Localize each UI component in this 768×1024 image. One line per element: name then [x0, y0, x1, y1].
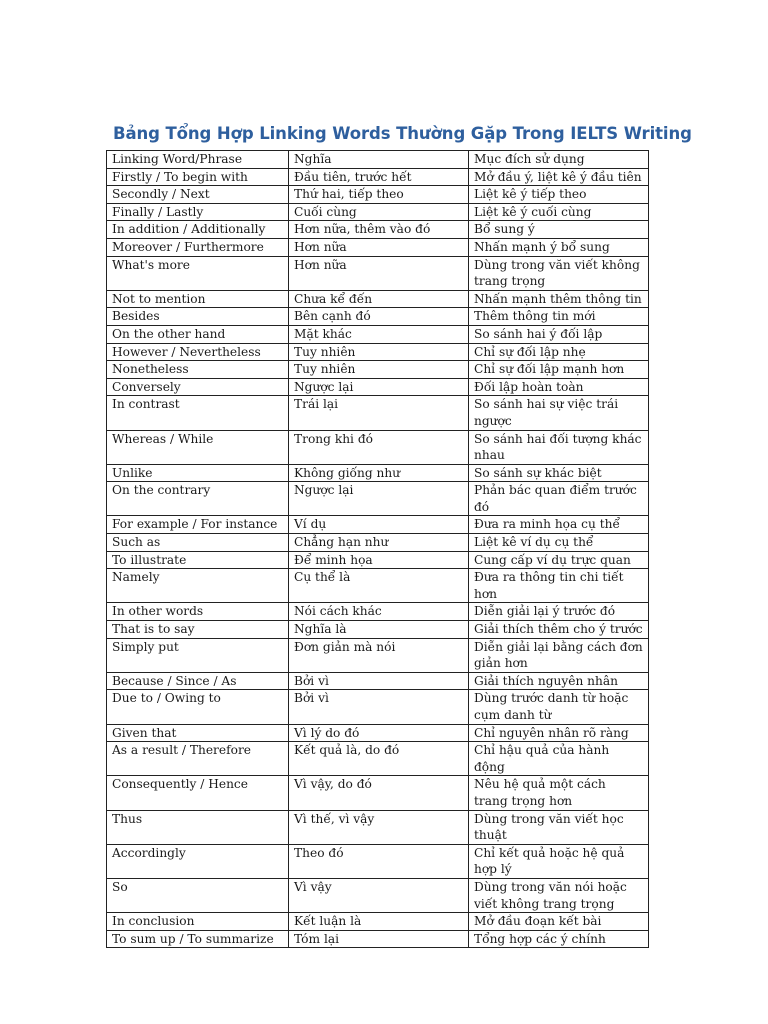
- cell-meaning: Bên cạnh đó: [289, 308, 469, 326]
- cell-purpose: Bổ sung ý: [469, 221, 649, 239]
- cell-purpose: Đưa ra thông tin chi tiết hơn: [469, 569, 649, 603]
- cell-purpose: Chỉ sự đối lập mạnh hơn: [469, 361, 649, 379]
- cell-purpose: So sánh hai đối tượng khác nhau: [469, 430, 649, 464]
- table-row: [107, 430, 649, 464]
- header-purpose: Mục đích sử dụng: [469, 151, 649, 169]
- cell-meaning: Đầu tiên, trước hết: [289, 168, 469, 186]
- cell-purpose: Dùng trong văn nói hoặc viết không trang trọng: [469, 878, 649, 912]
- cell-purpose: Giải thích thêm cho ý trước: [469, 621, 649, 639]
- cell-purpose: Mở đầu ý, liệt kê ý đầu tiên: [469, 168, 649, 186]
- cell-purpose: Diễn giải lại ý trước đó: [469, 603, 649, 621]
- cell-linking-word: Because / Since / As: [107, 672, 289, 690]
- table-row: [107, 378, 649, 396]
- cell-linking-word: Conversely: [107, 378, 289, 396]
- table-row: [107, 464, 649, 482]
- cell-meaning: Theo đó: [289, 844, 469, 878]
- cell-linking-word: In contrast: [107, 396, 289, 430]
- table-row: [107, 308, 649, 326]
- cell-linking-word: To sum up / To summarize: [107, 930, 289, 948]
- cell-purpose: Chỉ kết quả hoặc hệ quả hợp lý: [469, 844, 649, 878]
- cell-purpose: Mở đầu đoạn kết bài: [469, 913, 649, 931]
- cell-meaning: Thứ hai, tiếp theo: [289, 186, 469, 204]
- cell-purpose: Nhấn mạnh ý bổ sung: [469, 238, 649, 256]
- cell-meaning: Ví dụ: [289, 516, 469, 534]
- cell-linking-word: Finally / Lastly: [107, 203, 289, 221]
- cell-linking-word: Secondly / Next: [107, 186, 289, 204]
- table-row: [107, 690, 649, 724]
- cell-linking-word: So: [107, 878, 289, 912]
- table-row: [107, 361, 649, 379]
- cell-linking-word: As a result / Therefore: [107, 742, 289, 776]
- cell-purpose: Liệt kê ví dụ cụ thể: [469, 534, 649, 552]
- cell-meaning: Bởi vì: [289, 690, 469, 724]
- cell-purpose: So sánh hai ý đối lập: [469, 325, 649, 343]
- cell-meaning: Trái lại: [289, 396, 469, 430]
- cell-meaning: Nghĩa là: [289, 621, 469, 639]
- cell-meaning: Ngược lại: [289, 482, 469, 516]
- cell-meaning: Mặt khác: [289, 325, 469, 343]
- cell-linking-word: That is to say: [107, 621, 289, 639]
- cell-meaning: Kết quả là, do đó: [289, 742, 469, 776]
- cell-linking-word: Whereas / While: [107, 430, 289, 464]
- cell-linking-word: However / Nevertheless: [107, 343, 289, 361]
- cell-linking-word: What's more: [107, 256, 289, 290]
- table-row: [107, 238, 649, 256]
- table-row: [107, 776, 649, 810]
- cell-meaning: Đơn giản mà nói: [289, 638, 469, 672]
- cell-purpose: Đưa ra minh họa cụ thể: [469, 516, 649, 534]
- cell-meaning: Tóm lại: [289, 930, 469, 948]
- cell-meaning: Cụ thể là: [289, 569, 469, 603]
- cell-purpose: Nêu hệ quả một cách trang trọng hơn: [469, 776, 649, 810]
- cell-purpose: Liệt kê ý cuối cùng: [469, 203, 649, 221]
- cell-purpose: Liệt kê ý tiếp theo: [469, 186, 649, 204]
- cell-purpose: Đối lập hoàn toàn: [469, 378, 649, 396]
- cell-linking-word: Firstly / To begin with: [107, 168, 289, 186]
- cell-meaning: Ngược lại: [289, 378, 469, 396]
- cell-meaning: Không giống như: [289, 464, 469, 482]
- table-row: [107, 844, 649, 878]
- cell-purpose: Phản bác quan điểm trước đó: [469, 482, 649, 516]
- cell-meaning: Kết luận là: [289, 913, 469, 931]
- table-row: [107, 325, 649, 343]
- table-row: [107, 203, 649, 221]
- cell-purpose: So sánh sự khác biệt: [469, 464, 649, 482]
- cell-meaning: Nói cách khác: [289, 603, 469, 621]
- table-row: [107, 168, 649, 186]
- cell-purpose: Chỉ nguyên nhân rõ ràng: [469, 724, 649, 742]
- cell-linking-word: In other words: [107, 603, 289, 621]
- cell-purpose: Tổng hợp các ý chính: [469, 930, 649, 948]
- cell-linking-word: Given that: [107, 724, 289, 742]
- cell-linking-word: Thus: [107, 810, 289, 844]
- cell-linking-word: To illustrate: [107, 551, 289, 569]
- header-meaning: Nghĩa: [289, 151, 469, 169]
- page-title: Bảng Tổng Hợp Linking Words Thường Gặp Trong IELTS Writing: [113, 124, 692, 143]
- table-row: [107, 569, 649, 603]
- cell-linking-word: Unlike: [107, 464, 289, 482]
- table-row: [107, 551, 649, 569]
- table-row: [107, 638, 649, 672]
- cell-meaning: Hơn nữa: [289, 256, 469, 290]
- cell-meaning: Vì thế, vì vậy: [289, 810, 469, 844]
- cell-linking-word: Consequently / Hence: [107, 776, 289, 810]
- cell-meaning: Để minh họa: [289, 551, 469, 569]
- cell-purpose: Diễn giải lại bằng cách đơn giản hơn: [469, 638, 649, 672]
- cell-meaning: Vì lý do đó: [289, 724, 469, 742]
- table-row: [107, 343, 649, 361]
- cell-linking-word: On the contrary: [107, 482, 289, 516]
- cell-meaning: Chẳng hạn như: [289, 534, 469, 552]
- cell-linking-word: Besides: [107, 308, 289, 326]
- cell-linking-word: Due to / Owing to: [107, 690, 289, 724]
- cell-purpose: Thêm thông tin mới: [469, 308, 649, 326]
- cell-meaning: Tuy nhiên: [289, 361, 469, 379]
- cell-purpose: Chỉ sự đối lập nhẹ: [469, 343, 649, 361]
- cell-linking-word: Nonetheless: [107, 361, 289, 379]
- cell-purpose: Cung cấp ví dụ trực quan: [469, 551, 649, 569]
- table-row: [107, 482, 649, 516]
- cell-meaning: Trong khi đó: [289, 430, 469, 464]
- cell-purpose: Nhấn mạnh thêm thông tin: [469, 290, 649, 308]
- cell-linking-word: On the other hand: [107, 325, 289, 343]
- table-row: [107, 396, 649, 430]
- table-row: [107, 672, 649, 690]
- cell-linking-word: Namely: [107, 569, 289, 603]
- cell-linking-word: In conclusion: [107, 913, 289, 931]
- table-row: [107, 878, 649, 912]
- cell-meaning: Hơn nữa, thêm vào đó: [289, 221, 469, 239]
- cell-linking-word: Accordingly: [107, 844, 289, 878]
- cell-linking-word: Simply put: [107, 638, 289, 672]
- cell-linking-word: For example / For instance: [107, 516, 289, 534]
- cell-purpose: Giải thích nguyên nhân: [469, 672, 649, 690]
- cell-meaning: Tuy nhiên: [289, 343, 469, 361]
- table-row: [107, 534, 649, 552]
- table-row: [107, 724, 649, 742]
- cell-purpose: Dùng trong văn viết học thuật: [469, 810, 649, 844]
- table-row: [107, 221, 649, 239]
- table-row: [107, 603, 649, 621]
- cell-meaning: Cuối cùng: [289, 203, 469, 221]
- cell-meaning: Vì vậy, do đó: [289, 776, 469, 810]
- cell-meaning: Bởi vì: [289, 672, 469, 690]
- cell-purpose: Chỉ hậu quả của hành động: [469, 742, 649, 776]
- table-body: [107, 151, 649, 948]
- table-header-row: [107, 151, 649, 169]
- cell-linking-word: In addition / Additionally: [107, 221, 289, 239]
- table-row: [107, 621, 649, 639]
- linking-words-table: [106, 150, 649, 948]
- table-row: [107, 913, 649, 931]
- table-row: [107, 930, 649, 948]
- table-row: [107, 810, 649, 844]
- table-row: [107, 516, 649, 534]
- header-linking-word: Linking Word/Phrase: [107, 151, 289, 169]
- cell-meaning: Hơn nữa: [289, 238, 469, 256]
- table-row: [107, 256, 649, 290]
- cell-linking-word: Not to mention: [107, 290, 289, 308]
- cell-purpose: Dùng trong văn viết không trang trọng: [469, 256, 649, 290]
- cell-meaning: Chưa kể đến: [289, 290, 469, 308]
- cell-linking-word: Such as: [107, 534, 289, 552]
- cell-purpose: So sánh hai sự việc trái ngược: [469, 396, 649, 430]
- table-row: [107, 742, 649, 776]
- cell-linking-word: Moreover / Furthermore: [107, 238, 289, 256]
- table-row: [107, 290, 649, 308]
- cell-meaning: Vì vậy: [289, 878, 469, 912]
- table-row: [107, 186, 649, 204]
- cell-purpose: Dùng trước danh từ hoặc cụm danh từ: [469, 690, 649, 724]
